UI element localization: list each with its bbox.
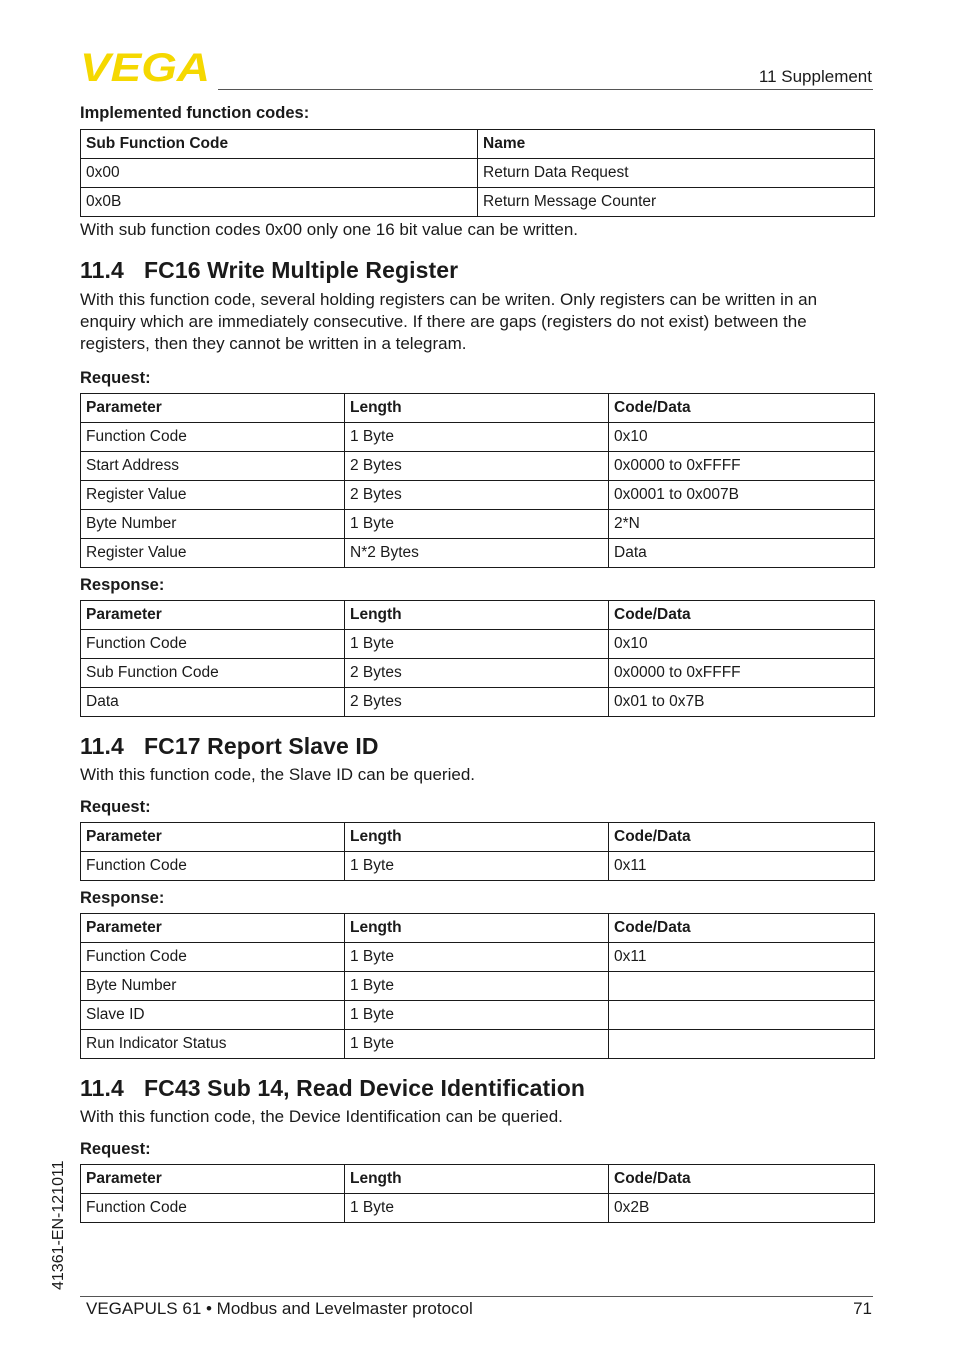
table-cell: 0x01 to 0x7B [609, 688, 875, 717]
section-heading-fc17 [80, 733, 874, 760]
table-cell [609, 1030, 875, 1059]
table-cell: Byte Number [81, 972, 345, 1001]
vega-logo [80, 50, 212, 84]
page-number: 71 [853, 1299, 872, 1318]
header-cell: Code/Data [609, 914, 875, 943]
sub-function-table [80, 129, 875, 217]
table-row [81, 159, 875, 188]
section-number: 11.4 [80, 733, 124, 759]
document-id: 41361-EN-121011 [50, 1160, 67, 1290]
table-cell: Start Address [81, 452, 345, 481]
table-cell: N*2 Bytes [345, 539, 609, 568]
header-cell: Length [345, 394, 609, 423]
section-number: 11.4 [80, 1075, 124, 1101]
table-cell: 1 Byte [345, 423, 609, 452]
table-cell: 1 Byte [345, 972, 609, 1001]
table-row [81, 510, 875, 539]
section-heading-fc16 [80, 257, 874, 284]
implemented-codes-label: Implemented function codes: [80, 104, 310, 122]
table-cell: 2 Bytes [345, 688, 609, 717]
section-title: FC43 Sub 14, Read Device Identification [144, 1075, 586, 1101]
table-row [81, 688, 875, 717]
header-cell: Length [345, 601, 609, 630]
table-cell: 0x0B [81, 188, 478, 217]
header-cell: Parameter [81, 914, 345, 943]
header-cell: Parameter [81, 394, 345, 423]
header-cell: Code/Data [609, 823, 875, 852]
table-cell: 0x10 [609, 423, 875, 452]
table-cell: 0x11 [609, 852, 875, 881]
table-cell: Register Value [81, 481, 345, 510]
table-row [81, 188, 875, 217]
header-rule [218, 89, 873, 90]
table-cell: 0x10 [609, 630, 875, 659]
fc17-response-table [80, 913, 875, 1059]
table-cell: Function Code [81, 630, 345, 659]
sub-function-note: With sub function codes 0x00 only one 16 bit value can be written. [80, 220, 579, 239]
section-title: FC16 Write Multiple Register [144, 257, 459, 283]
table-cell: Slave ID [81, 1001, 345, 1030]
table-cell: Return Data Request [478, 159, 875, 188]
table-header-row [81, 823, 875, 852]
header-cell: Parameter [81, 1165, 345, 1194]
table-cell: Sub Function Code [81, 659, 345, 688]
table-cell: Function Code [81, 423, 345, 452]
table-cell: 2 Bytes [345, 659, 609, 688]
table-row [81, 852, 875, 881]
table-row [81, 1030, 875, 1059]
header-cell: Length [345, 1165, 609, 1194]
table-cell: 0x0001 to 0x007B [609, 481, 875, 510]
header-cell: Name [478, 130, 875, 159]
table-cell: Function Code [81, 852, 345, 881]
table-cell: 1 Byte [345, 1194, 609, 1223]
table-header-row [81, 914, 875, 943]
table-row [81, 423, 875, 452]
table-cell: 2 Bytes [345, 481, 609, 510]
table-cell: 0x11 [609, 943, 875, 972]
fc16-request-table [80, 393, 875, 568]
section-title: FC17 Report Slave ID [144, 733, 379, 759]
header-cell: Code/Data [609, 601, 875, 630]
table-cell [609, 972, 875, 1001]
table-cell: Return Message Counter [478, 188, 875, 217]
table-row [81, 943, 875, 972]
fc17-description: With this function code, the Slave ID can be queried. [80, 765, 476, 784]
fc16-description: With this function code, several holding registers can be writen. Only registers can be written in an enquiry which are immediately consecutive. If there are gaps (registers do not exist) between the registers, then they cannot be written in a telegram. [80, 290, 818, 353]
table-cell: 1 Byte [345, 943, 609, 972]
table-cell: 2 Bytes [345, 452, 609, 481]
header-cell: Length [345, 914, 609, 943]
table-cell: Byte Number [81, 510, 345, 539]
header-cell: Code/Data [609, 1165, 875, 1194]
table-cell: 1 Byte [345, 630, 609, 659]
footer-rule [80, 1296, 873, 1297]
table-row [81, 1001, 875, 1030]
fc17-request-table [80, 822, 875, 881]
table-cell: Function Code [81, 943, 345, 972]
table-header-row [81, 601, 875, 630]
header-cell: Parameter [81, 823, 345, 852]
table-cell: Run Indicator Status [81, 1030, 345, 1059]
fc43-request-table [80, 1164, 875, 1223]
table-cell: 1 Byte [345, 1001, 609, 1030]
table-row [81, 481, 875, 510]
svg-text:VEGA: VEGA [80, 50, 210, 84]
table-row [81, 972, 875, 1001]
fc43-request-label: Request: [80, 1140, 151, 1158]
table-cell: 1 Byte [345, 1030, 609, 1059]
table-row [81, 1194, 875, 1223]
table-cell: 0x2B [609, 1194, 875, 1223]
header-cell: Code/Data [609, 394, 875, 423]
table-row [81, 539, 875, 568]
header-cell: Length [345, 823, 609, 852]
header-cell: Parameter [81, 601, 345, 630]
table-cell: 1 Byte [345, 852, 609, 881]
footer-title: VEGAPULS 61 • Modbus and Levelmaster protocol [86, 1299, 473, 1318]
table-row [81, 452, 875, 481]
section-reference: 11 Supplement [758, 67, 872, 86]
section-heading-fc43 [80, 1075, 874, 1102]
fc16-response-label: Response: [80, 576, 165, 594]
table-row [81, 659, 875, 688]
page-content [80, 104, 874, 1223]
table-header-row [81, 1165, 875, 1194]
section-number: 11.4 [80, 257, 124, 283]
table-header-row [81, 394, 875, 423]
fc16-response-table [80, 600, 875, 717]
table-cell: 0x0000 to 0xFFFF [609, 452, 875, 481]
table-cell: Function Code [81, 1194, 345, 1223]
fc17-response-label: Response: [80, 889, 165, 907]
fc17-request-label: Request: [80, 798, 151, 816]
table-cell: Register Value [81, 539, 345, 568]
table-cell: 0x00 [81, 159, 478, 188]
table-row [81, 630, 875, 659]
table-cell: 0x0000 to 0xFFFF [609, 659, 875, 688]
fc16-request-label: Request: [80, 369, 151, 387]
table-cell: 1 Byte [345, 510, 609, 539]
header-cell: Sub Function Code [81, 130, 478, 159]
table-cell: 2*N [609, 510, 875, 539]
table-cell [609, 1001, 875, 1030]
table-cell: Data [609, 539, 875, 568]
fc43-description: With this function code, the Device Identification can be queried. [80, 1107, 563, 1126]
table-cell: Data [81, 688, 345, 717]
table-header-row [81, 130, 875, 159]
